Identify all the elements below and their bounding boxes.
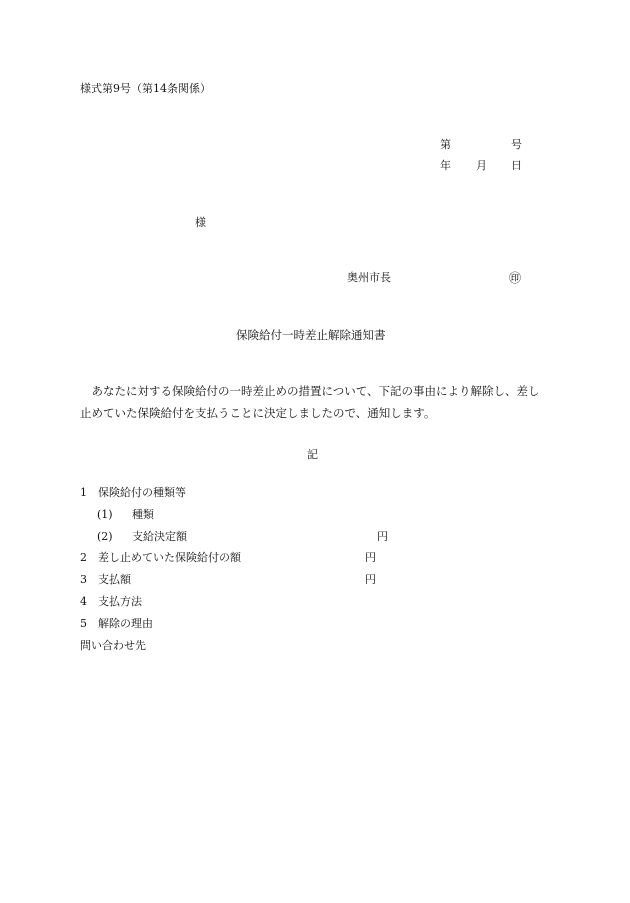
item-5: 5 解除の理由 [80,617,153,630]
body-line-1: あなたに対する保険給付の一時差止めの措置について、下記の事由により解除し、差し [80,384,540,398]
item-1-1-number: (1) [97,508,113,521]
body-line-2: 止めていた保険給付を支払うことに決定しましたので、通知します。 [80,406,436,420]
ki-heading: 記 [307,448,318,461]
item-1-1-label: 種類 [132,508,154,521]
addressee-suffix: 様 [195,216,206,229]
item-3-unit: 円 [365,573,376,586]
item-1-2-label: 支給決定額 [132,530,187,543]
form-number: 様式第9号（第14条関係） [80,82,211,95]
item-1: 1 保険給付の種類等 [80,486,186,499]
date-month: 月 [476,159,487,172]
date-day: 日 [511,159,522,172]
item-1-2-number: (2) [97,530,113,543]
body-paragraph [80,380,560,424]
seal-mark: ㊞ [509,271,522,285]
item-2-unit: 円 [365,551,376,564]
contact-label: 問い合わせ先 [80,639,146,652]
document-title: 保険給付一時差止解除通知書 [236,328,386,342]
item-1-2-unit: 円 [377,530,388,543]
item-2: 2 差し止めていた保険給付の額 [80,551,241,564]
doc-number-prefix: 第 [440,138,451,151]
date-year: 年 [440,159,451,172]
item-4: 4 支払方法 [80,595,142,608]
issuer-name: 奥州市長 [347,271,391,284]
doc-number-suffix: 号 [511,138,522,151]
item-3: 3 支払額 [80,573,131,586]
